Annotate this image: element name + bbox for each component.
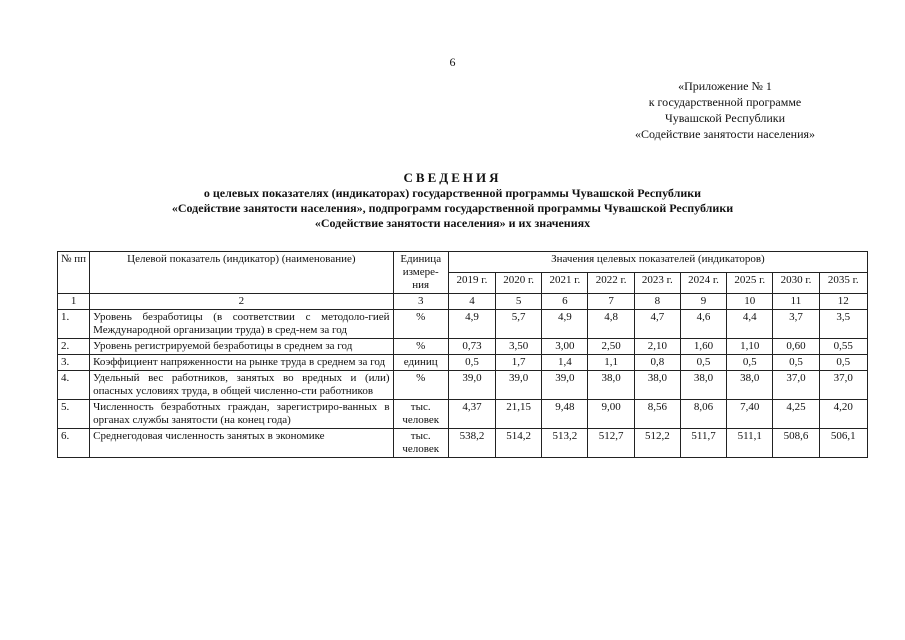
- unit-of-measure: тыс. человек: [393, 400, 448, 429]
- header-year: 2021 г.: [542, 273, 588, 294]
- heading-line-3: «Содействие занятости населения» и их значениях: [314, 216, 591, 230]
- header-year: 2020 г.: [496, 273, 542, 294]
- indicator-value: 0,5: [727, 355, 773, 371]
- indicator-value: 511,1: [727, 429, 773, 458]
- indicator-value: 7,40: [727, 400, 773, 429]
- heading-title: СВЕДЕНИЯ: [403, 170, 502, 185]
- table-row: [58, 355, 868, 371]
- heading-line-1: о целевых показателях (индикаторах) государственной программы Чувашской Республики: [203, 186, 702, 200]
- indicator-value: 4,37: [448, 400, 495, 429]
- indicator-name: Численность безработных граждан, зарегистриро-ванных в органах службы занятости (на конец года): [90, 400, 393, 429]
- column-number-row: [58, 294, 868, 310]
- indicator-value: 4,9: [542, 310, 588, 339]
- header-row: [58, 252, 868, 273]
- indicator-value: 4,20: [819, 400, 867, 429]
- header-year: 2025 г.: [727, 273, 773, 294]
- indicator-value: 5,7: [496, 310, 542, 339]
- indicator-name: Уровень безработицы (в соответствии с методоло-гией Международной организации труда) в сред-нем за год: [90, 310, 393, 339]
- indicator-value: 0,8: [634, 355, 680, 371]
- indicator-value: 512,7: [588, 429, 634, 458]
- indicator-value: 1,10: [727, 339, 773, 355]
- table-row: [58, 310, 868, 339]
- header-year: 2023 г.: [634, 273, 680, 294]
- indicator-value: 4,8: [588, 310, 634, 339]
- column-number: 10: [727, 294, 773, 310]
- header-num: № пп: [58, 252, 90, 294]
- indicator-value: 0,5: [680, 355, 726, 371]
- indicator-value: 2,50: [588, 339, 634, 355]
- indicator-value: 1,4: [542, 355, 588, 371]
- indicator-value: 38,0: [727, 371, 773, 400]
- indicator-value: 37,0: [819, 371, 867, 400]
- header-year: 2019 г.: [448, 273, 495, 294]
- document-heading: [0, 170, 905, 231]
- indicator-value: 1,7: [496, 355, 542, 371]
- column-number: 4: [448, 294, 495, 310]
- table-row: [58, 339, 868, 355]
- indicator-value: 3,5: [819, 310, 867, 339]
- row-number: 6.: [58, 429, 90, 458]
- indicator-value: 514,2: [496, 429, 542, 458]
- unit-of-measure: единиц: [393, 355, 448, 371]
- indicator-value: 506,1: [819, 429, 867, 458]
- indicator-value: 3,7: [773, 310, 819, 339]
- header-year: 2022 г.: [588, 273, 634, 294]
- header-year: 2030 г.: [773, 273, 819, 294]
- indicator-value: 4,4: [727, 310, 773, 339]
- column-number: 6: [542, 294, 588, 310]
- indicator-value: 538,2: [448, 429, 495, 458]
- column-number: 3: [393, 294, 448, 310]
- page-number: 6: [449, 55, 456, 69]
- indicator-value: 38,0: [634, 371, 680, 400]
- column-number: 8: [634, 294, 680, 310]
- indicator-value: 37,0: [773, 371, 819, 400]
- indicator-name: Уровень регистрируемой безработицы в среднем за год: [90, 339, 393, 355]
- indicator-value: 9,00: [588, 400, 634, 429]
- column-number: 9: [680, 294, 726, 310]
- row-number: 4.: [58, 371, 90, 400]
- header-values-group: Значения целевых показателей (индикаторов): [448, 252, 867, 273]
- row-number: 1.: [58, 310, 90, 339]
- appendix-line-1: «Приложение № 1: [678, 79, 772, 93]
- column-number: 5: [496, 294, 542, 310]
- row-number: 5.: [58, 400, 90, 429]
- table-row: [58, 429, 868, 458]
- indicator-value: 39,0: [542, 371, 588, 400]
- indicator-value: 0,5: [819, 355, 867, 371]
- indicator-value: 0,5: [773, 355, 819, 371]
- indicator-value: 4,9: [448, 310, 495, 339]
- column-number: 2: [90, 294, 393, 310]
- header-year: 2035 г.: [819, 273, 867, 294]
- appendix-note: [600, 78, 850, 142]
- indicator-value: 4,7: [634, 310, 680, 339]
- row-number: 2.: [58, 339, 90, 355]
- indicator-value: 39,0: [496, 371, 542, 400]
- indicator-value: 1,60: [680, 339, 726, 355]
- indicator-value: 1,1: [588, 355, 634, 371]
- indicator-value: 3,00: [542, 339, 588, 355]
- appendix-line-4: «Содействие занятости населения»: [634, 127, 816, 141]
- column-number: 12: [819, 294, 867, 310]
- indicator-value: 38,0: [588, 371, 634, 400]
- unit-of-measure: %: [393, 310, 448, 339]
- indicator-value: 8,06: [680, 400, 726, 429]
- column-number: 7: [588, 294, 634, 310]
- header-unit: Единица измере-ния: [393, 252, 448, 294]
- header-indicator: Целевой показатель (индикатор) (наименование): [90, 252, 393, 294]
- row-number: 3.: [58, 355, 90, 371]
- table-row: [58, 400, 868, 429]
- indicator-value: 9,48: [542, 400, 588, 429]
- indicator-value: 0,60: [773, 339, 819, 355]
- unit-of-measure: %: [393, 339, 448, 355]
- indicator-name: Среднегодовая численность занятых в экономике: [90, 429, 393, 458]
- indicator-value: 3,50: [496, 339, 542, 355]
- indicator-name: Коэффициент напряженности на рынке труда в среднем за год: [90, 355, 393, 371]
- indicator-value: 511,7: [680, 429, 726, 458]
- indicator-value: 0,73: [448, 339, 495, 355]
- header-year: 2024 г.: [680, 273, 726, 294]
- indicator-value: 38,0: [680, 371, 726, 400]
- indicator-value: 0,5: [448, 355, 495, 371]
- indicator-value: 4,25: [773, 400, 819, 429]
- indicator-value: 4,6: [680, 310, 726, 339]
- indicators-table: [57, 251, 868, 458]
- indicator-value: 513,2: [542, 429, 588, 458]
- column-number: 1: [58, 294, 90, 310]
- indicator-name: Удельный вес работников, занятых во вредных и (или) опасных условиях труда, в общей численно-сти работников: [90, 371, 393, 400]
- appendix-line-2: к государственной программе: [648, 95, 802, 109]
- indicator-value: 39,0: [448, 371, 495, 400]
- table-row: [58, 371, 868, 400]
- indicator-value: 8,56: [634, 400, 680, 429]
- unit-of-measure: тыс. человек: [393, 429, 448, 458]
- indicator-value: 21,15: [496, 400, 542, 429]
- unit-of-measure: %: [393, 371, 448, 400]
- indicator-value: 2,10: [634, 339, 680, 355]
- indicator-value: 512,2: [634, 429, 680, 458]
- heading-line-2: «Содействие занятости населения», подпрограмм государственной программы Чувашской Республики: [171, 201, 734, 215]
- appendix-line-3: Чувашской Республики: [664, 111, 786, 125]
- indicator-value: 508,6: [773, 429, 819, 458]
- column-number: 11: [773, 294, 819, 310]
- indicator-value: 0,55: [819, 339, 867, 355]
